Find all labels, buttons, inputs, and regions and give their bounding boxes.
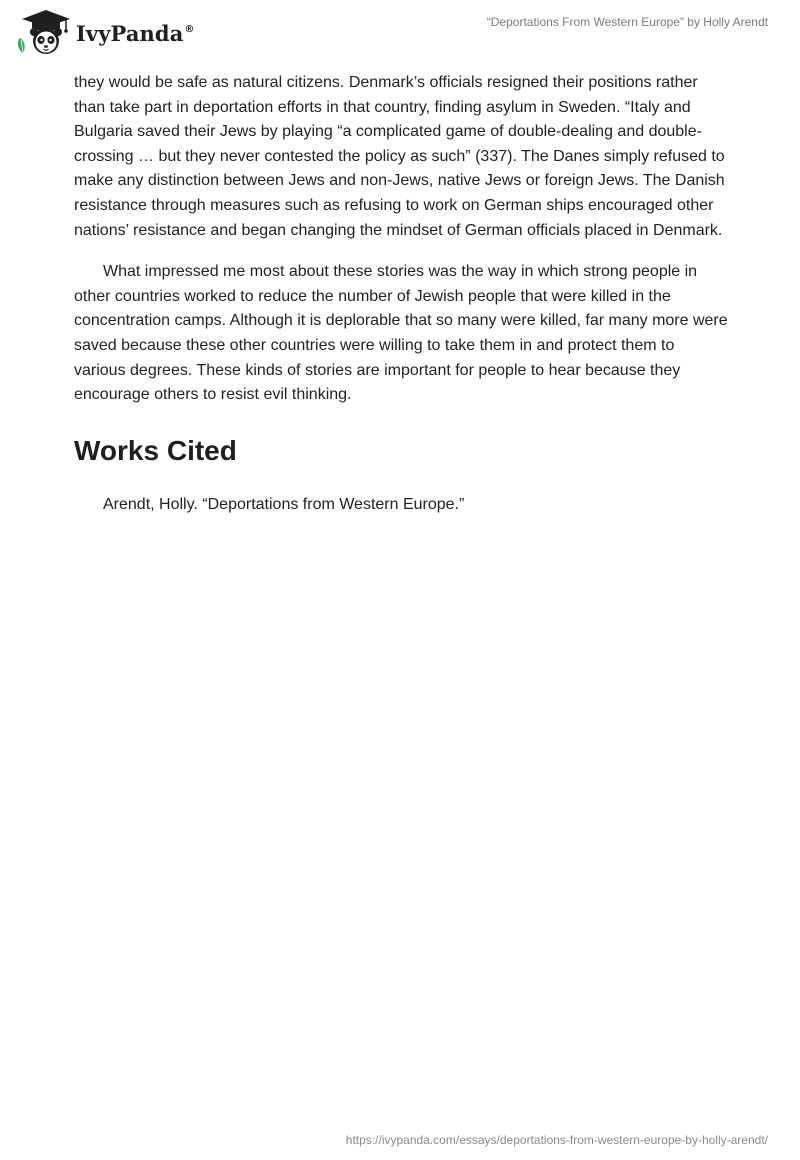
body-paragraph-2: What impressed me most about these stories was the way in which strong people in other countries worked to reduce the number of Jewish people that were killed in the concentration camps. Although it is deplorable that so many were killed, far many more were saved because these other countries were willing to take them in and protect them to various degrees. These kinds of stories are important for people to hear because they encourage others to resist evil thinking. (74, 263, 728, 404)
registered-mark: ® (184, 23, 195, 35)
body-paragraph-1: they would be safe as natural citizens. Denmark’s officials resigned their positions rather than take part in deportation efforts in that country, finding asylum in Sweden. “Italy and Bulgaria saved their Jews by playing “a complicated game of double-dealing and double-crossing … but they never contested the policy as such” (337). The Danes simply refused to make any distinction between Jews and non-Jews, native Jews or foreign Jews. The Danish resistance through measures such as refusing to work on German ships encouraged other nations’ resistance and began changing the mindset of German officials placed in Denmark. (74, 74, 725, 239)
logo-wordmark (76, 21, 195, 46)
document-title: “Deportations From Western Europe” by Holly Arendt (486, 15, 768, 29)
page-header (0, 0, 800, 60)
ivypanda-logo[interactable] (14, 8, 195, 56)
essay-content (74, 71, 729, 517)
citation-entry: Arendt, Holly. “Deportations from Western Europe.” (103, 495, 465, 513)
brand-name: IvyPanda (76, 20, 184, 46)
panda-graduate-logo-icon (14, 8, 74, 56)
source-url-link[interactable]: https://ivypanda.com/essays/deportations-from-western-europe-by-holly-arendt/ (345, 1133, 768, 1147)
works-cited-heading: Works Cited (74, 434, 237, 466)
